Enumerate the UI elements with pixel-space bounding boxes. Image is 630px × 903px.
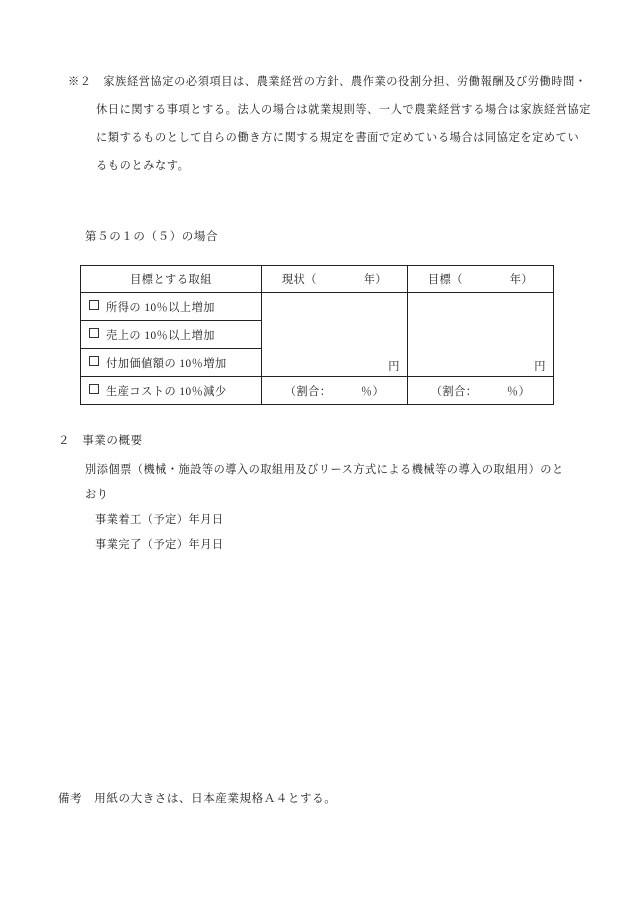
- yen-unit-current: 円: [388, 361, 400, 373]
- table-cell-current-value[interactable]: [262, 293, 408, 377]
- note-line: に類するものとして自らの働き方に関する規定を書面で定めている場合は同協定を定めてい: [96, 132, 580, 144]
- table-row: [81, 293, 554, 321]
- table-header-row: [81, 266, 554, 293]
- section2-body: [85, 458, 585, 558]
- table-cell-target-ratio[interactable]: （割合： ％）: [408, 377, 554, 405]
- table-header-item: 目標とする取組: [81, 266, 262, 293]
- table-cell-item-label: 付加価値額の 10％増加: [106, 357, 227, 370]
- table-row: [81, 377, 554, 405]
- table-header-current: 現状（ 年）: [262, 266, 408, 293]
- table-cell-item-label: 生産コストの 10％減少: [106, 385, 227, 398]
- footer-remark: 備考 用紙の大きさは、日本産業規格Ａ４とする。: [58, 793, 337, 805]
- goal-table: [80, 265, 554, 405]
- checkbox-icon[interactable]: [89, 384, 99, 394]
- table-header-target: 目標（ 年）: [408, 266, 554, 293]
- table-cell-item-label: 売上の 10％以上増加: [106, 329, 215, 342]
- note-line: 休日に関する事項とする。法人の場合は就業規則等、一人で農業経営する場合は家族経営協定: [96, 104, 592, 116]
- case-label: 第５の１の（５）の場合: [85, 231, 219, 243]
- table-cell-item-label: 所得の 10％以上増加: [106, 301, 215, 314]
- table-cell-item[interactable]: [81, 349, 262, 377]
- note-line: ※２ 家族経営協定の必須項目は、農業経営の方針、農作業の役割分担、労働報酬及び労働時間・: [68, 76, 587, 88]
- section2-line: 事業着工（予定）年月日: [95, 514, 224, 526]
- yen-unit-target: 円: [534, 361, 546, 373]
- note-line: るものとみなす。: [96, 160, 190, 172]
- table-cell-target-value[interactable]: [408, 293, 554, 377]
- table-cell-current-ratio[interactable]: （割合： ％）: [262, 377, 408, 405]
- checkbox-icon[interactable]: [89, 300, 99, 310]
- section2-line: 別添個票（機械・施設等の導入の取組用及びリース方式による機械等の導入の取組用）のと: [85, 464, 564, 476]
- section2-heading: ２ 事業の概要: [58, 435, 143, 447]
- table-cell-item[interactable]: [81, 321, 262, 349]
- section2-line: おり: [85, 489, 109, 501]
- note-block: [68, 68, 592, 180]
- checkbox-icon[interactable]: [89, 356, 99, 366]
- table-cell-item[interactable]: [81, 377, 262, 405]
- checkbox-icon[interactable]: [89, 328, 99, 338]
- section2-line: 事業完了（予定）年月日: [95, 539, 224, 551]
- table-cell-item[interactable]: [81, 293, 262, 321]
